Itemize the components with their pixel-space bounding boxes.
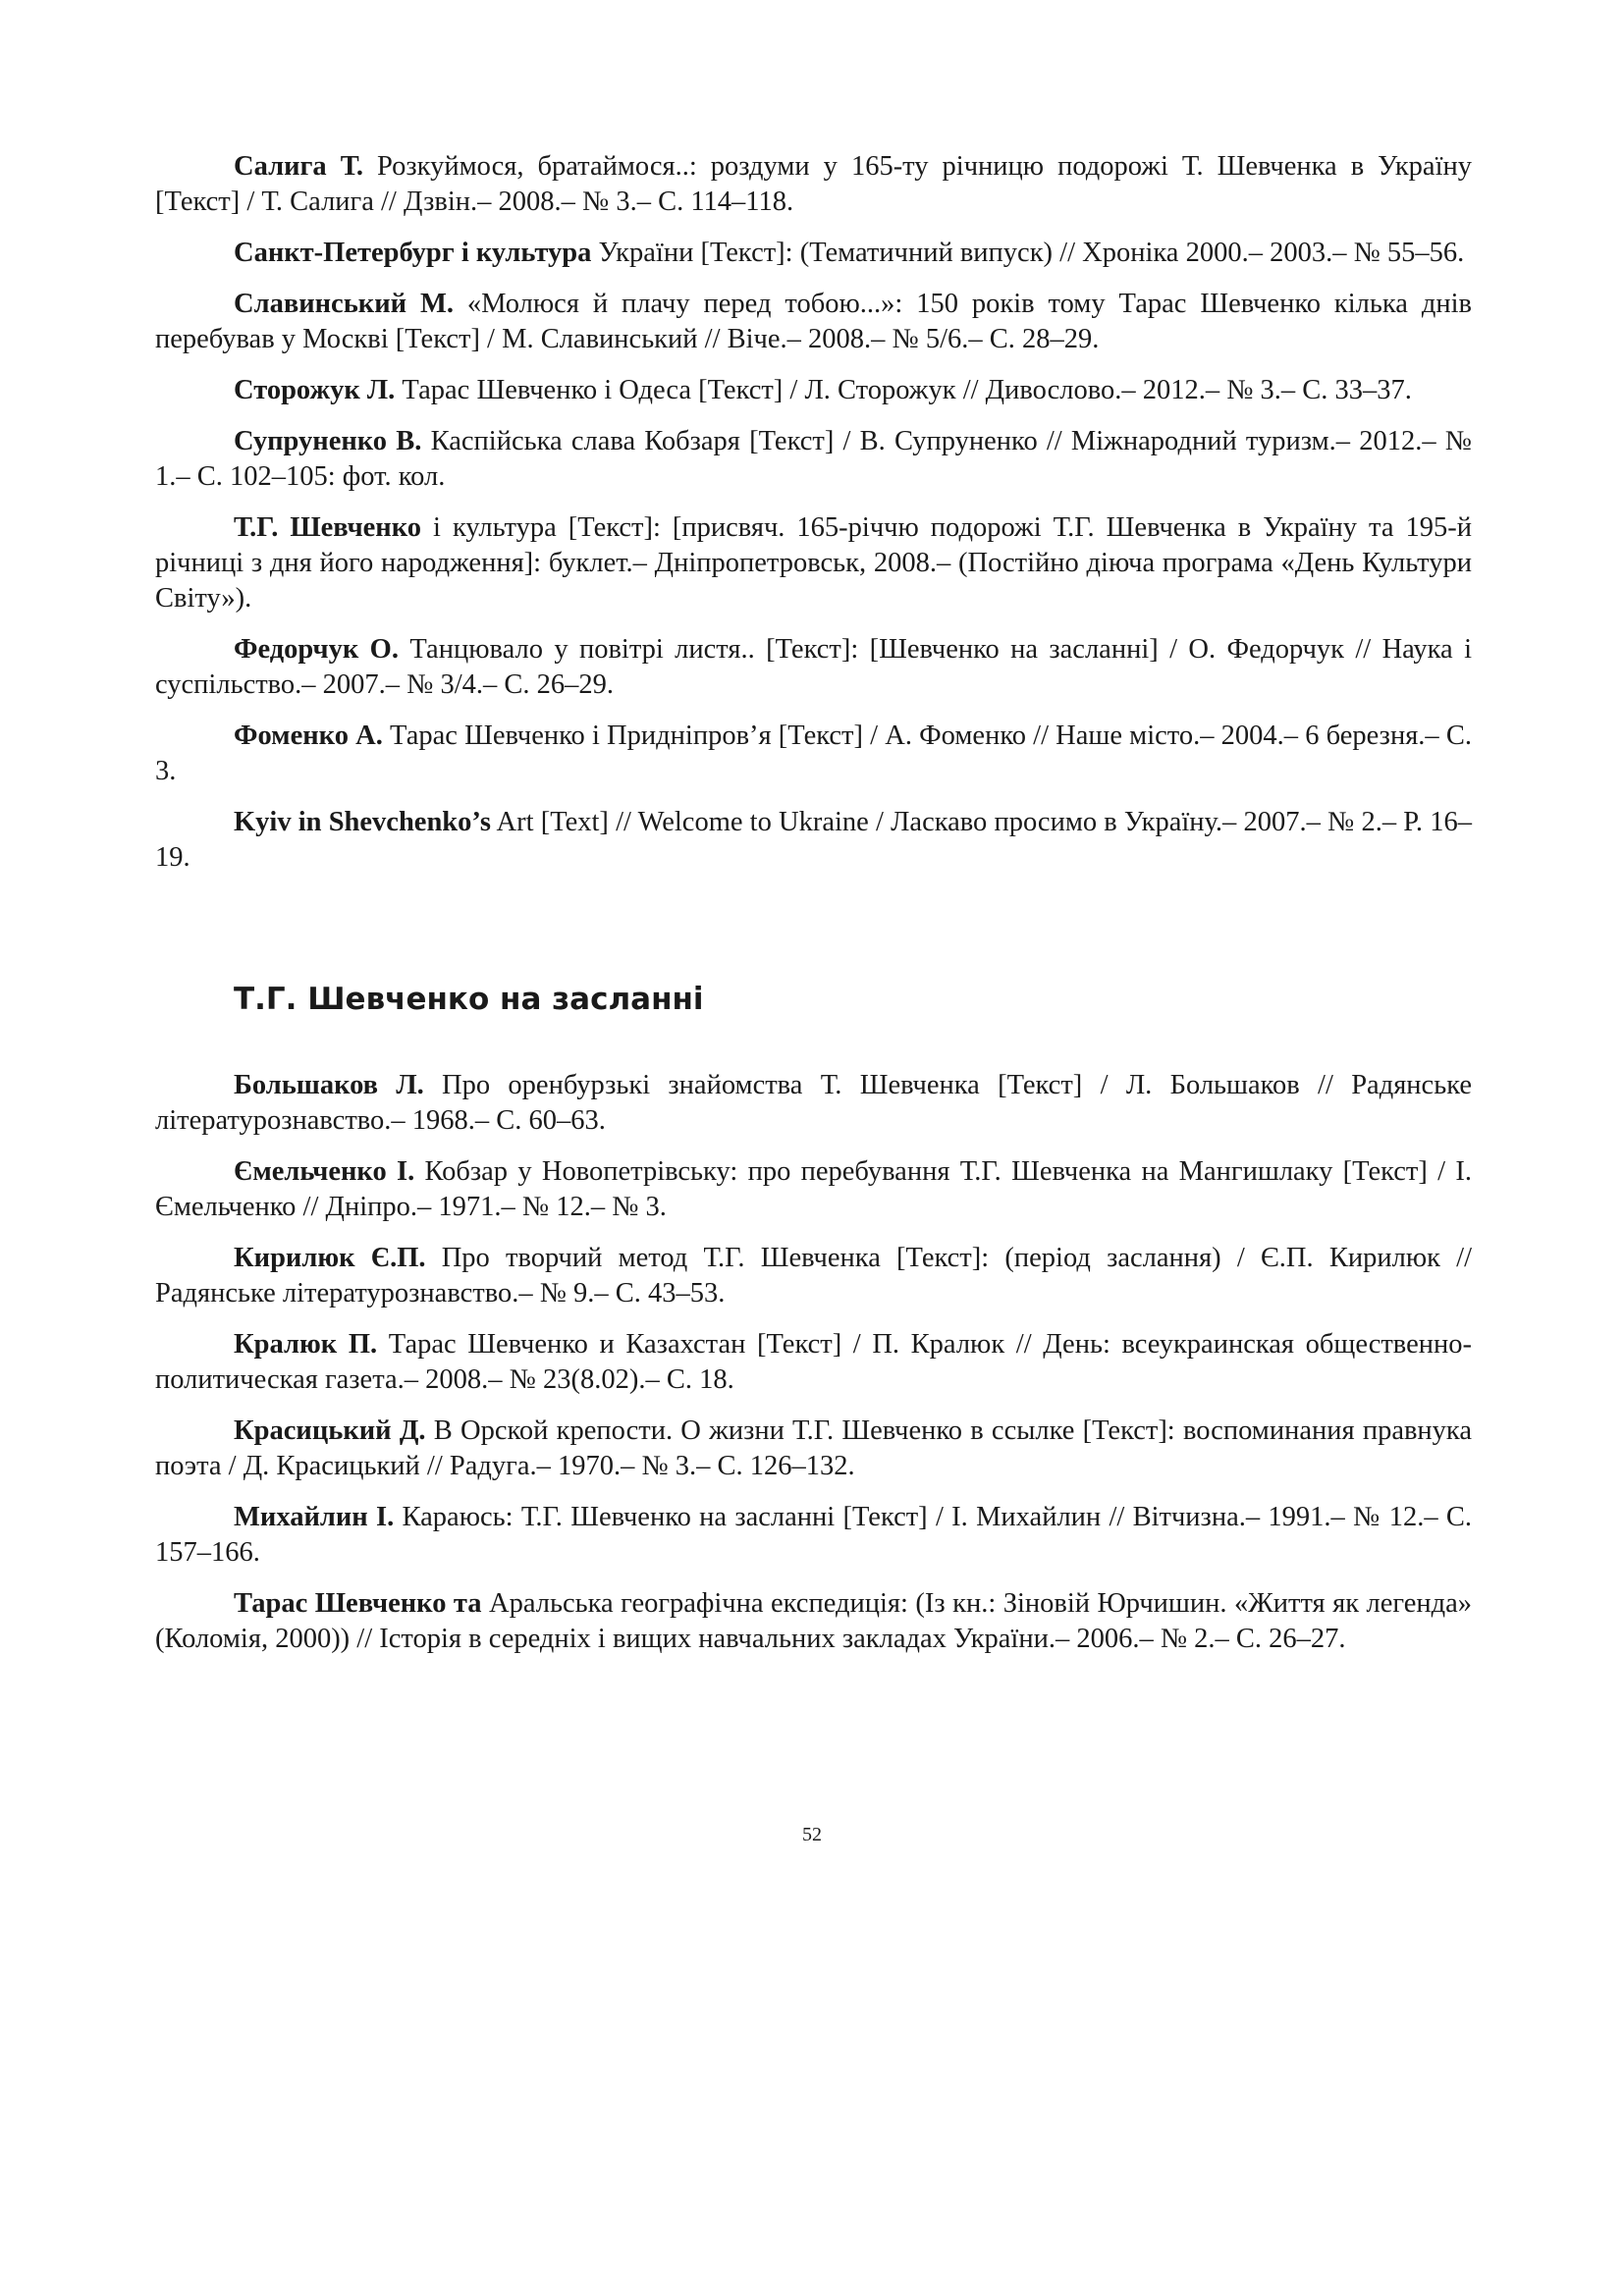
bibliography-entry bbox=[155, 632, 1472, 703]
entry-author: Фоменко А. bbox=[234, 721, 383, 751]
entry-author: Тарас Шевченко та bbox=[234, 1588, 482, 1619]
bibliography-entry bbox=[155, 510, 1472, 616]
bibliography-entry bbox=[155, 424, 1472, 495]
bibliography-list-after bbox=[155, 1068, 1472, 1673]
bibliography-entry bbox=[155, 1068, 1472, 1139]
entry-author: Супруненко В. bbox=[234, 426, 422, 456]
bibliography-entry bbox=[155, 1500, 1472, 1571]
entry-author: Красицький Д. bbox=[234, 1415, 426, 1446]
bibliography-entry bbox=[155, 1241, 1472, 1311]
bibliography-entry bbox=[155, 1586, 1472, 1657]
entry-author: Кралюк П. bbox=[234, 1329, 378, 1360]
entry-text: Кобзар у Новопетрівську: про перебування Т.Г. Шевченка на Мангишлаку [Текст] / І. Ємельченко // Дніпро.– 1971.– № 12.– № 3. bbox=[155, 1156, 1473, 1222]
entry-author: Т.Г. Шевченко bbox=[234, 512, 422, 543]
entry-author: Kyiv in Shevchenko’s bbox=[234, 807, 491, 837]
entry-text: Про творчий метод Т.Г. Шевченка [Текст]: (період заслання) / Є.П. Кирилюк // Радянське літературознавство.– № 9.– С. 43–53. bbox=[155, 1243, 1473, 1308]
bibliography-entry bbox=[155, 719, 1472, 789]
entry-text: Тарас Шевченко і Одеса [Текст] / Л. Сторожук // Дивослово.– 2012.– № 3.– С. 33–37. bbox=[395, 375, 1412, 405]
bibliography-entry bbox=[155, 1414, 1472, 1484]
bibliography-entry bbox=[155, 373, 1472, 408]
entry-text: Каспійська слава Кобзаря [Текст] / В. Супруненко // Міжнародний туризм.– 2012.– № 1.– С. 102–105: фот. кол. bbox=[155, 426, 1472, 492]
entry-text: Art [Text] // Welcome to Ukraine / Ласкаво просимо в Україну.– 2007.– № 2.– P. 16–19. bbox=[155, 807, 1472, 873]
entry-text: «Молюся й плачу перед тобою...»: 150 років тому Тарас Шевченко кілька днів перебував у Москві [Текст] / М. Славинський // Віче.– 2008.– № 5/6.– С. 28–29. bbox=[155, 289, 1472, 354]
entry-author: Санкт-Петербург і культура bbox=[234, 238, 592, 268]
bibliography-entry bbox=[155, 236, 1472, 271]
entry-text: Про оренбурзькі знайомства Т. Шевченка [Текст] / Л. Большаков // Радянське літературознавство.– 1968.– С. 60–63. bbox=[155, 1070, 1472, 1136]
entry-text: Танцювало у повітрі листя.. [Текст]: [Шевченко на засланні] / О. Федорчук // Наука і суспільство.– 2007.– № 3/4.– С. 26–29. bbox=[155, 634, 1472, 700]
entry-author: Ємельченко І. bbox=[234, 1156, 415, 1187]
bibliography-entry bbox=[155, 149, 1472, 220]
entry-text: Аральська географічна експедиція: (Із кн.: Зіновій Юрчишин. «Життя як легенда» (Коломія, 2000)) // Історія в середніх і вищих навчальних закладах України.– 2006.– № 2.– С. 26–27. bbox=[155, 1588, 1472, 1654]
bibliography-entry bbox=[155, 287, 1472, 357]
entry-text: і культура [Текст]: [присвяч. 165-річчю подорожі Т.Г. Шевченка в Україну та 195-й річниці з дня його народження]: буклет.– Дніпропетровськ, 2008.– (Постійно діюча програма «День Культури Світу»). bbox=[155, 512, 1473, 614]
entry-author: Салига Т. bbox=[234, 151, 363, 182]
entry-text: Розкуймося, братаймося..: роздуми у 165-ту річницю подорожі Т. Шевченка в Україну [Текст] / Т. Салига // Дзвін.– 2008.– № 3.– С. 114–118. bbox=[155, 151, 1472, 217]
entry-author: Сторожук Л. bbox=[234, 375, 396, 405]
entry-text: Тарас Шевченко и Казахстан [Текст] / П. Кралюк // День: всеукраинская общественно-политическая газета.– 2008.– № 23(8.02).– С. 18. bbox=[155, 1329, 1472, 1395]
bibliography-entry bbox=[155, 1154, 1472, 1225]
entry-text: України [Текст]: (Тематичний випуск) // Хроніка 2000.– 2003.– № 55–56. bbox=[591, 238, 1465, 268]
entry-text: В Орской крепости. О жизни Т.Г. Шевченко в ссылке [Текст]: воспоминания правнука поэта / Д. Красицький // Радуга.– 1970.– № 3.– С. 126–132. bbox=[155, 1415, 1472, 1481]
bibliography-entry bbox=[155, 1327, 1472, 1398]
bibliography-list-before bbox=[155, 149, 1472, 891]
entry-author: Кирилюк Є.П. bbox=[234, 1243, 426, 1273]
section-heading: Т.Г. Шевченко на засланні bbox=[234, 982, 704, 1017]
entry-author: Большаков Л. bbox=[234, 1070, 424, 1100]
bibliography-entry bbox=[155, 805, 1472, 876]
entry-text: Караюсь: Т.Г. Шевченко на засланні [Текст] / І. Михайлин // Вітчизна.– 1991.– № 12.– С. 157–166. bbox=[155, 1502, 1472, 1568]
entry-author: Славинський М. bbox=[234, 289, 454, 319]
page-number: 52 bbox=[802, 1824, 822, 1845]
entry-author: Михайлин І. bbox=[234, 1502, 395, 1532]
entry-text: Тарас Шевченко і Придніпров’я [Текст] / А. Фоменко // Наше місто.– 2004.– 6 березня.– С. 3. bbox=[155, 721, 1472, 786]
entry-author: Федорчук О. bbox=[234, 634, 399, 665]
